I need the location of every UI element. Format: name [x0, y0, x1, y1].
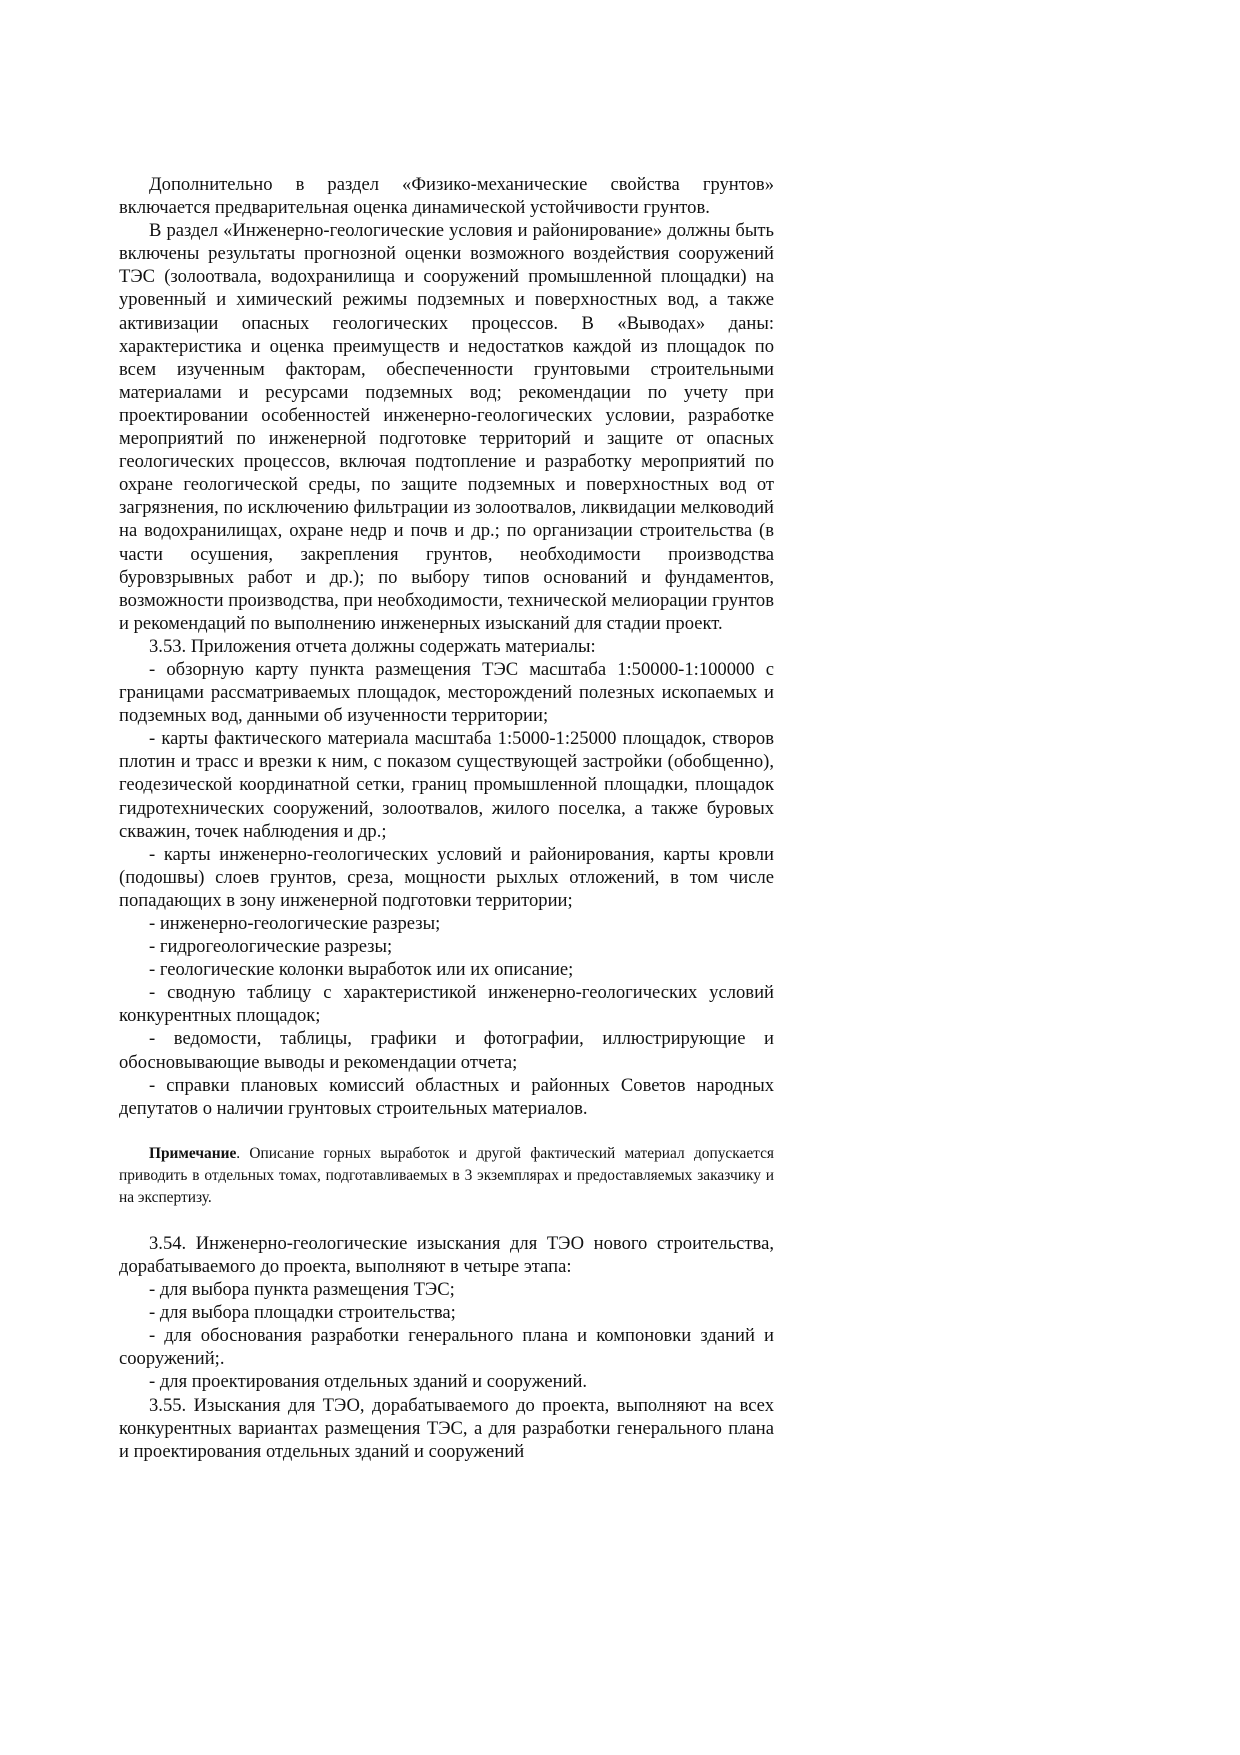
paragraph: 3.55. Изыскания для ТЭО, дорабатываемого до проекта, выполняют на всех конкурентных вариантах размещения ТЭС, а для разработки генерального плана и проектирования отдельных зданий и сооружений	[119, 1394, 774, 1462]
note	[119, 1143, 774, 1209]
list-item: - геологические колонки выработок или их описание;	[149, 959, 574, 981]
list-item: - инженерно-геологические разрезы;	[149, 913, 441, 934]
list-item: - для проектирования отдельных зданий и сооружений.	[149, 1371, 588, 1393]
paragraph: 3.54. Инженерно-геологические изыскания для ТЭО нового строительства, дорабатываемого до проекта, выполняют в четыре этапа:	[119, 1232, 774, 1277]
list-item: - справки плановых комиссий областных и районных Советов народных депутатов о наличии грунтовых строительных материалов.	[119, 1074, 774, 1119]
list-item: - карты фактического материала масштаба 1:5000-1:25000 площадок, створов плотин и трасс и врезки к ним, с показом существующей застройки (обобщенно), геодезической координатной сетки, границ промышленной площадки, площадок гидротехнических сооружений, золоотвалов, жилого поселка, а также буровых скважин, точек наблюдения и др.;	[119, 728, 774, 842]
list-item: - для выбора пункта размещения ТЭС;	[149, 1279, 455, 1301]
list-item: - сводную таблицу с характеристикой инженерно-геологических условий конкурентных площадок;	[119, 982, 774, 1027]
list-item: - ведомости, таблицы, графики и фотографии, иллюстрирующие и обосновывающие выводы и рекомендации отчета;	[119, 1028, 774, 1073]
paragraph: Дополнительно в раздел «Физико-механические свойства грунтов» включается предварительная оценка динамической устойчивости грунтов.	[119, 174, 774, 219]
paragraph: В раздел «Инженерно-геологические условия и районирование» должны быть включены результаты прогнозной оценки возможного воздействия сооружений ТЭС (золоотвала, водохранилища и сооружений промышленной площадки) на уровенный и химический режимы подземных и поверхностных вод, а также активизации опасных геологических процессов. В «Выводах» даны: характеристика и оценка преимуществ и недостатков каждой из площадок по всем изученным факторам, обеспеченности грунтовыми строительными материалами и ресурсами подземных вод; рекомендации по учету при проектировании особенностей инженерно-геологических условии, разработке мероприятий по инженерной подготовке территорий и защите от опасных геологических процессов, включая подтопление и разработку мероприятий по охране геологической среды, по защите подземных и поверхностных вод от загрязнения, по исключению фильтрации из золоотвалов, ликвидации мелководий на водохранилищах, охране недр и почв и др.; по организации строительства (в части осушения, закрепления грунтов, необходимости производства буровзрывных работ и др.); по выбору типов оснований и фундаментов, возможности производства, при необходимости, технической мелиорации грунтов и рекомендаций по выполнению инженерных изысканий для стадии проект.	[119, 220, 774, 634]
list-item: - для обоснования разработки генерального плана и компоновки зданий и сооружений;.	[119, 1325, 774, 1370]
list-item: - для выбора площадки строительства;	[149, 1302, 456, 1324]
list-item: - карты инженерно-геологических условий и районирования, карты кровли (подошвы) слоев грунтов, среза, мощности рыхлых отложений, в том числе попадающих в зону инженерной подготовки территории;	[119, 843, 774, 911]
document-page	[119, 173, 774, 1463]
list-item: - обзорную карту пункта размещения ТЭС масштаба 1:50000-1:100000 с границами рассматриваемых площадок, месторождений полезных ископаемых и подземных вод, данными об изученности территории;	[119, 658, 774, 727]
note-label: Примечание	[149, 1144, 237, 1162]
paragraph: 3.53. Приложения отчета должны содержать материалы:	[149, 635, 596, 657]
note-text: . Описание горных выработок и другой фактический материал допускается приводить в отдельных томах, подготавливаемых в 3 экземплярах и предоставляемых заказчику и на экспертизу.	[119, 1144, 774, 1206]
list-item: - гидрогеологические разрезы;	[149, 936, 393, 958]
